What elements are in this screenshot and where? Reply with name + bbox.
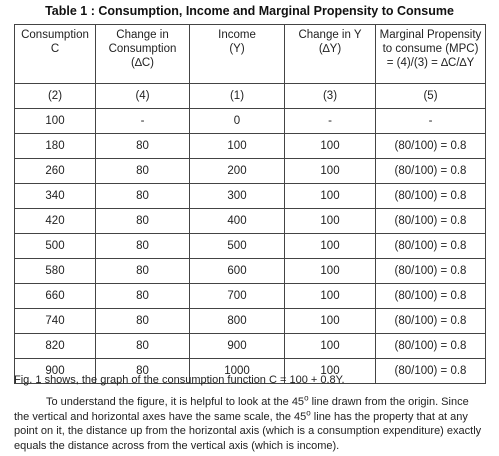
body-paragraph: To understand the figure, it is helpful to look at the 45$^o$ line drawn from the origin. Since the vertical and horizontal axes have the same scale, the 45$^o$ line has the property that at any point on it, the distance up from the horizontal axis (which is a consumption expenditure) exactly equals the distance across from the vertical axis (which is income). [14, 393, 482, 452]
table-cell: 900 [190, 334, 285, 359]
table-cell: 180 [15, 134, 96, 159]
table-cell: (80/100) = 0.8 [376, 209, 486, 234]
table-cell: (4) [96, 84, 190, 109]
table-row [15, 334, 486, 359]
table-cell: 100 [285, 334, 376, 359]
table-cell: (5) [376, 84, 486, 109]
table-row [15, 159, 486, 184]
table-cell: (80/100) = 0.8 [376, 234, 486, 259]
table-cell: 100 [285, 309, 376, 334]
consumption-table [14, 24, 486, 384]
table-cell: 420 [15, 209, 96, 234]
table-cell: 80 [96, 334, 190, 359]
table-row [15, 309, 486, 334]
table-cell: 100 [285, 159, 376, 184]
table-cell: 0 [190, 109, 285, 134]
table-cell: 80 [96, 309, 190, 334]
table-row [15, 209, 486, 234]
table-cell: 580 [15, 259, 96, 284]
column-index-row [15, 84, 486, 109]
table-row [15, 134, 486, 159]
degree-superscript: o [306, 407, 311, 417]
table-cell: - [96, 109, 190, 134]
table-cell: (80/100) = 0.8 [376, 159, 486, 184]
header-row [15, 25, 486, 84]
table-cell: 100 [15, 109, 96, 134]
table-cell: 100 [285, 359, 376, 384]
table-cell: 80 [96, 134, 190, 159]
table-cell: (80/100) = 0.8 [376, 259, 486, 284]
table-row [15, 109, 486, 134]
table-cell: 600 [190, 259, 285, 284]
table-cell: 100 [285, 234, 376, 259]
header-change-in-consumption: Change in Consumption (∆C) [96, 25, 190, 84]
table-cell: 700 [190, 284, 285, 309]
table-cell: 80 [96, 159, 190, 184]
table-cell: 80 [96, 359, 190, 384]
table-cell: (80/100) = 0.8 [376, 134, 486, 159]
table-cell: 80 [96, 234, 190, 259]
table-cell: 100 [285, 259, 376, 284]
table-cell: (1) [190, 84, 285, 109]
table-row [15, 284, 486, 309]
table-cell: 820 [15, 334, 96, 359]
table-cell: (80/100) = 0.8 [376, 184, 486, 209]
table-row [15, 259, 486, 284]
table-cell: 1000 [190, 359, 285, 384]
table-cell: - [376, 109, 486, 134]
header-change-in-income: Change in Y (∆Y) [285, 25, 376, 84]
table-cell: 500 [190, 234, 285, 259]
table-row [15, 234, 486, 259]
table-cell: (2) [15, 84, 96, 109]
table-cell: - [285, 109, 376, 134]
figure-caption: Fig. 1 shows, the graph of the consumption function C = 100 + 0.8Y. [14, 374, 345, 386]
table-cell: 400 [190, 209, 285, 234]
table-cell: 500 [15, 234, 96, 259]
table-cell: 800 [190, 309, 285, 334]
table-cell: 900 [15, 359, 96, 384]
table-cell: (3) [285, 84, 376, 109]
table-cell: 80 [96, 259, 190, 284]
header-income: Income (Y) [190, 25, 285, 84]
table-title: Table 1 : Consumption, Income and Marginal Propensity to Consume [45, 4, 454, 18]
table-cell: (80/100) = 0.8 [376, 359, 486, 384]
table-cell: 200 [190, 159, 285, 184]
table-cell: 100 [285, 284, 376, 309]
table-cell: (80/100) = 0.8 [376, 334, 486, 359]
table-cell: 80 [96, 284, 190, 309]
header-mpc: Marginal Propensity to consume (MPC) = (4)/(3) = ∆C/∆Y [376, 25, 486, 84]
header-consumption: Consumption C [15, 25, 96, 84]
table-cell: 100 [285, 134, 376, 159]
table-row [15, 184, 486, 209]
table-cell: 260 [15, 159, 96, 184]
table-cell: 340 [15, 184, 96, 209]
table-cell: (80/100) = 0.8 [376, 309, 486, 334]
table-cell: 740 [15, 309, 96, 334]
table-cell: 80 [96, 184, 190, 209]
table-cell: 660 [15, 284, 96, 309]
degree-superscript: o [304, 393, 309, 403]
table-cell: (80/100) = 0.8 [376, 284, 486, 309]
table-cell: 100 [285, 184, 376, 209]
table-cell: 100 [285, 209, 376, 234]
table-cell: 80 [96, 209, 190, 234]
table-cell: 100 [190, 134, 285, 159]
table-cell: 300 [190, 184, 285, 209]
